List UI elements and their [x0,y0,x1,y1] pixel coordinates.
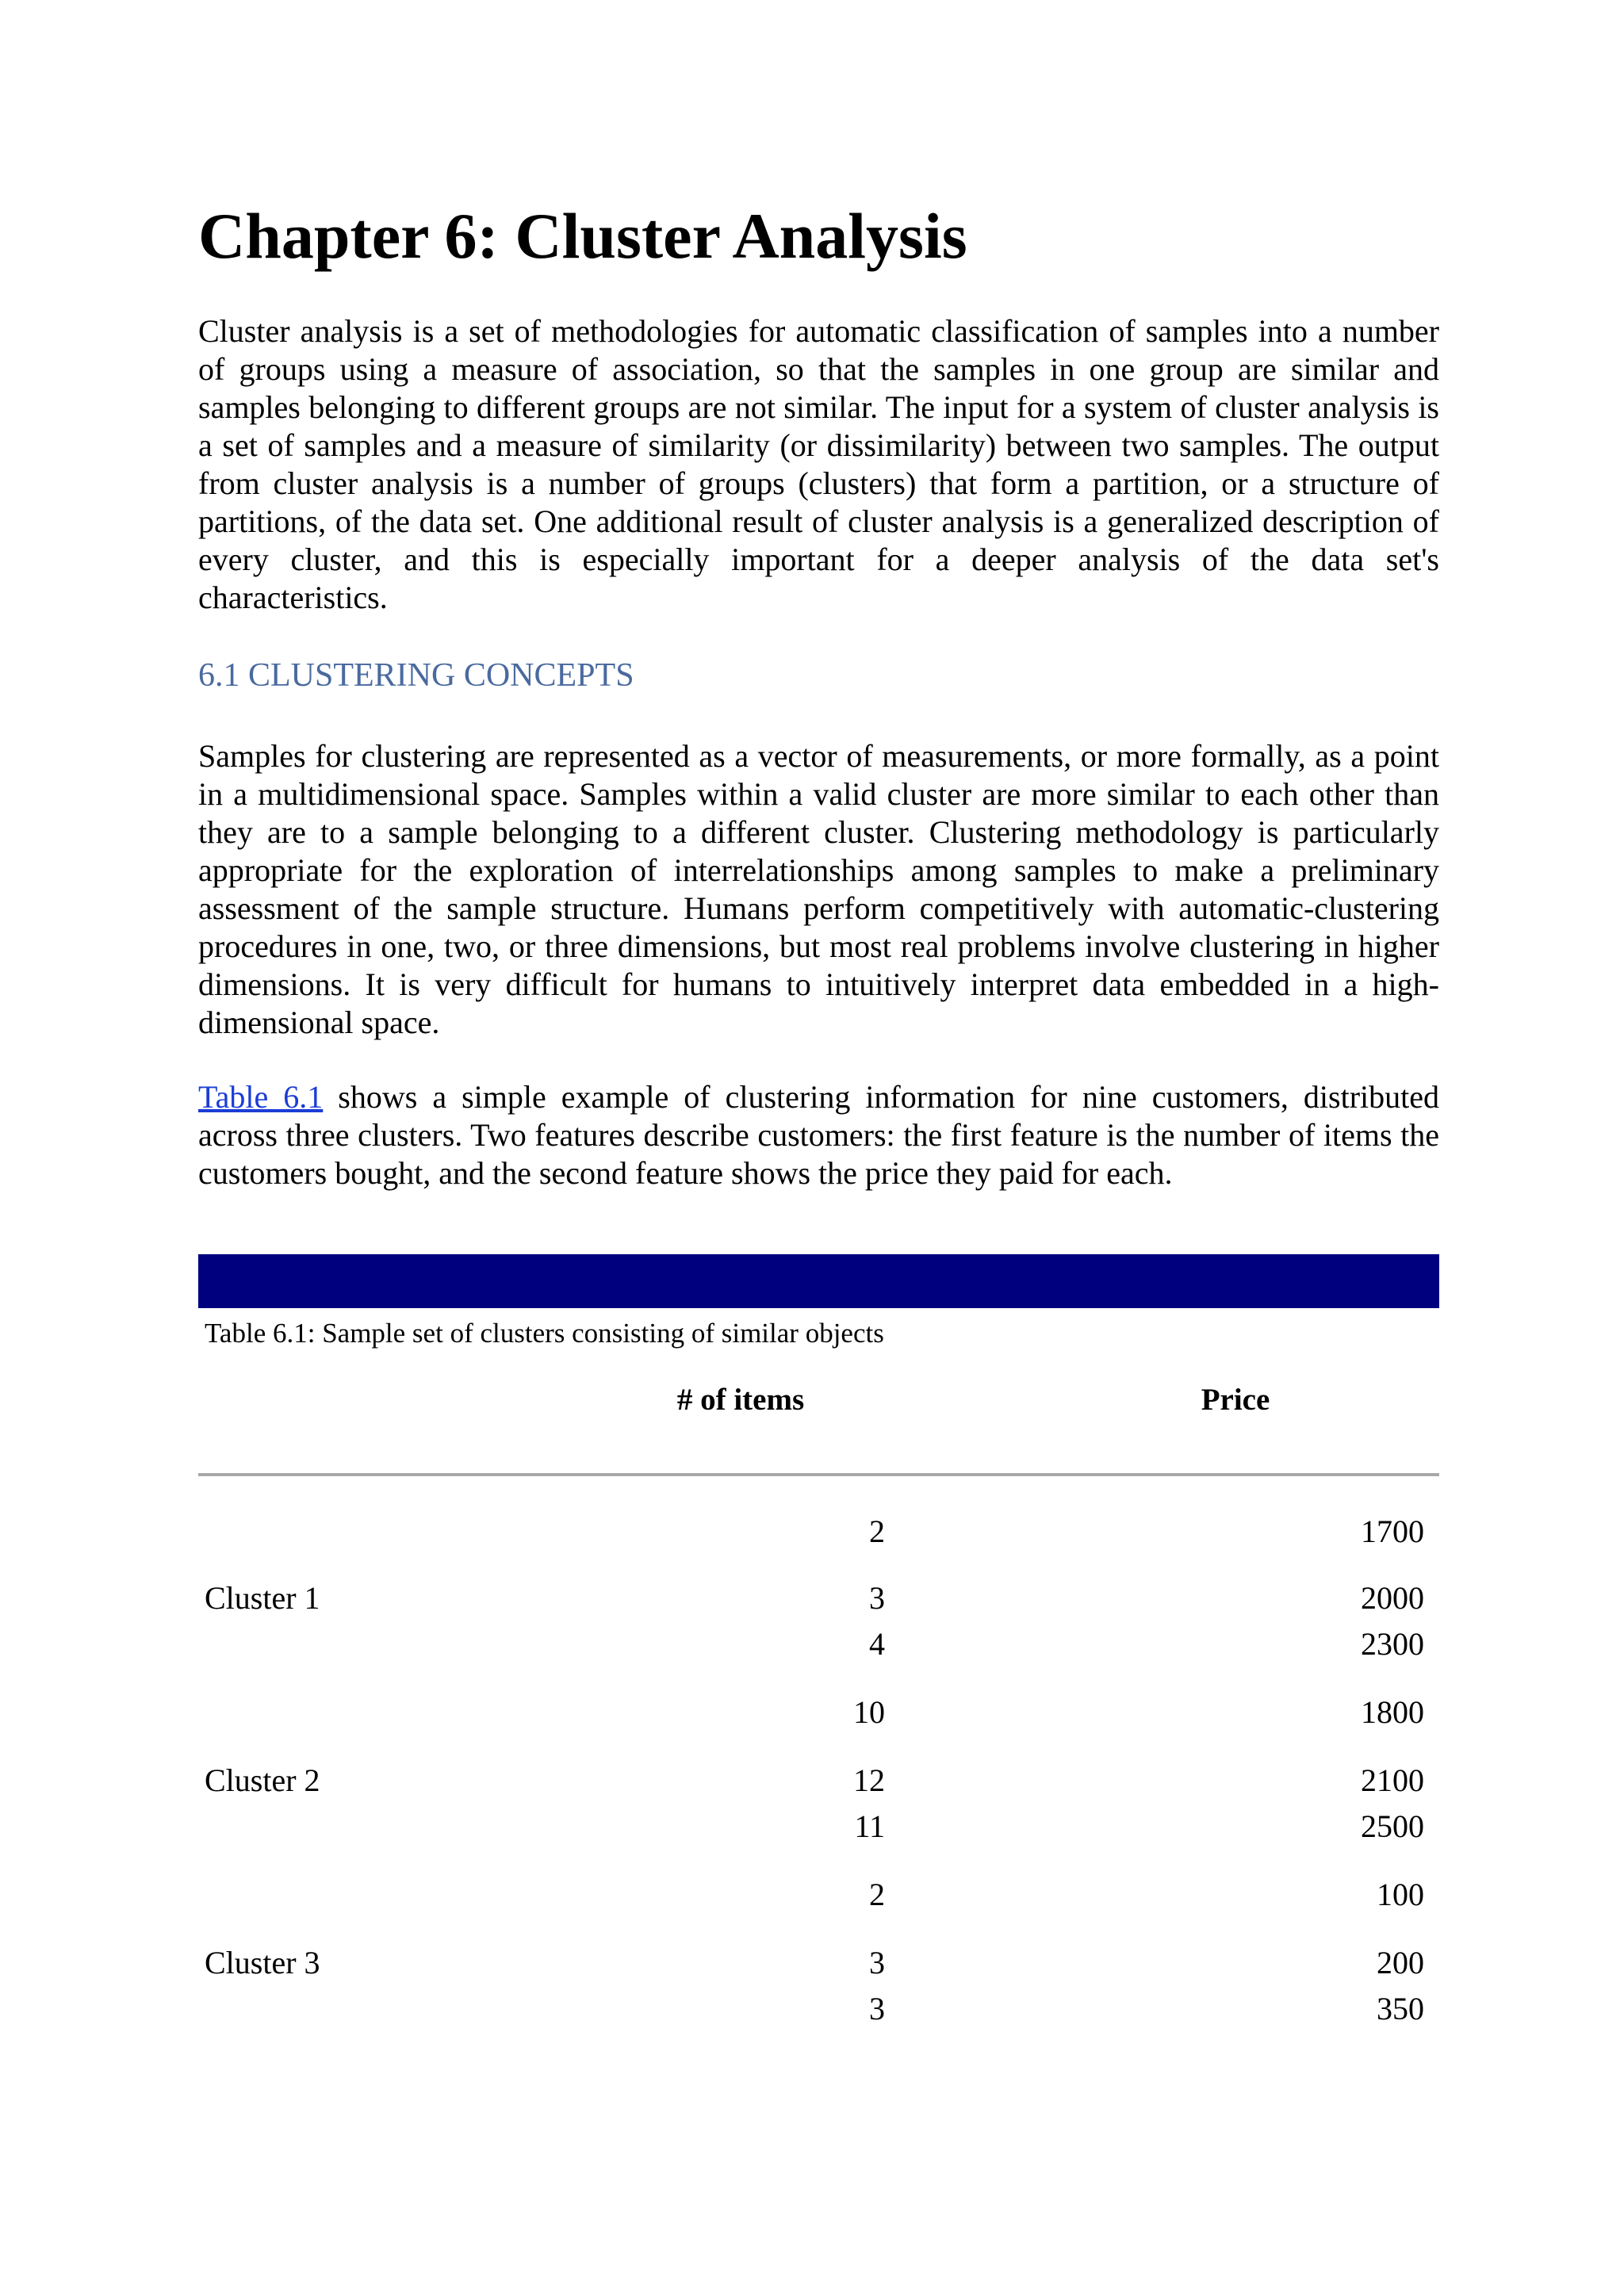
cluster-2-row-3-items: 11 [854,1808,885,1844]
table-reference-paragraph [198,1078,1439,1192]
cluster-1-row-2-price: 2000 [1361,1580,1424,1616]
cluster-2-row-2-items: 12 [853,1762,885,1798]
column-header-price: Price [1201,1383,1270,1417]
clustering-concepts-paragraph: Samples for clustering are represented as a vector of measurements, or more formally, as a point in a multidimensional space. Samples within a valid cluster are more similar to each other than they are to a sample belonging to a different cluster. Clustering methodology is particularly appropriate for the exploration of interrelationships among samples to make a preliminary assessment of the sample structure. Humans perform competitively with automatic-clustering procedures in one, two, or three dimensions, but most real problems involve clustering in higher dimensions. It is very difficult for humans to intuitively interpret data embedded in a high-dimensional space. [198,738,1439,1040]
cluster-2-row-1-items: 10 [853,1694,885,1730]
table-header-rule [198,1473,1439,1476]
cluster-3-row-1-price: 100 [1377,1877,1424,1912]
cluster-1-row-1-price: 1700 [1361,1513,1424,1549]
cluster-1-row-2-items: 3 [869,1580,885,1616]
table-6-1-link[interactable]: Table 6.1 [198,1079,324,1115]
intro-paragraph: Cluster analysis is a set of methodologies for automatic classification of samples into a number of groups using a measure of association, so that the samples in one group are similar and samples belonging to different groups are not similar. The input for a system of cluster analysis is a set of samples and a measure of similarity (or dissimilarity) between two samples. The output from cluster analysis is a number of groups (clusters) that form a partition, or a structure of partitions, of the data set. One additional result of cluster analysis is a generalized description of every cluster, and this is especially important for a deeper analysis of the data set's characteristics. [198,313,1439,615]
cluster-3-row-3-price: 350 [1377,1991,1424,2026]
cluster-3-row-2-items: 3 [869,1945,885,1980]
column-header-items: # of items [676,1383,805,1417]
cluster-2-row-1-price: 1800 [1361,1694,1424,1730]
table-reference-text: shows a simple example of clustering information for nine customers, distributed across three clusters. Two features describe customers: the first feature is the number of items the customers bought, and the second feature shows the price they paid for each. [198,1079,1439,1191]
cluster-3-label: Cluster 3 [205,1945,320,1980]
cluster-2-row-2-price: 2100 [1361,1762,1424,1798]
cluster-3-row-1-items: 2 [869,1877,885,1912]
cluster-1-label: Cluster 1 [205,1580,320,1616]
table-caption: Table 6.1: Sample set of clusters consisting of similar objects [205,1318,884,1349]
chapter-title: Chapter 6: Cluster Analysis [198,200,967,272]
cluster-2-row-3-price: 2500 [1361,1808,1424,1844]
cluster-1-row-3-items: 4 [869,1626,885,1662]
table-header-bar [198,1254,1439,1308]
cluster-3-row-2-price: 200 [1377,1945,1424,1980]
cluster-3-row-3-items: 3 [869,1991,885,2026]
cluster-1-row-3-price: 2300 [1361,1626,1424,1662]
section-heading: 6.1 CLUSTERING CONCEPTS [198,657,634,694]
cluster-2-label: Cluster 2 [205,1762,320,1798]
cluster-1-row-1-items: 2 [869,1513,885,1549]
